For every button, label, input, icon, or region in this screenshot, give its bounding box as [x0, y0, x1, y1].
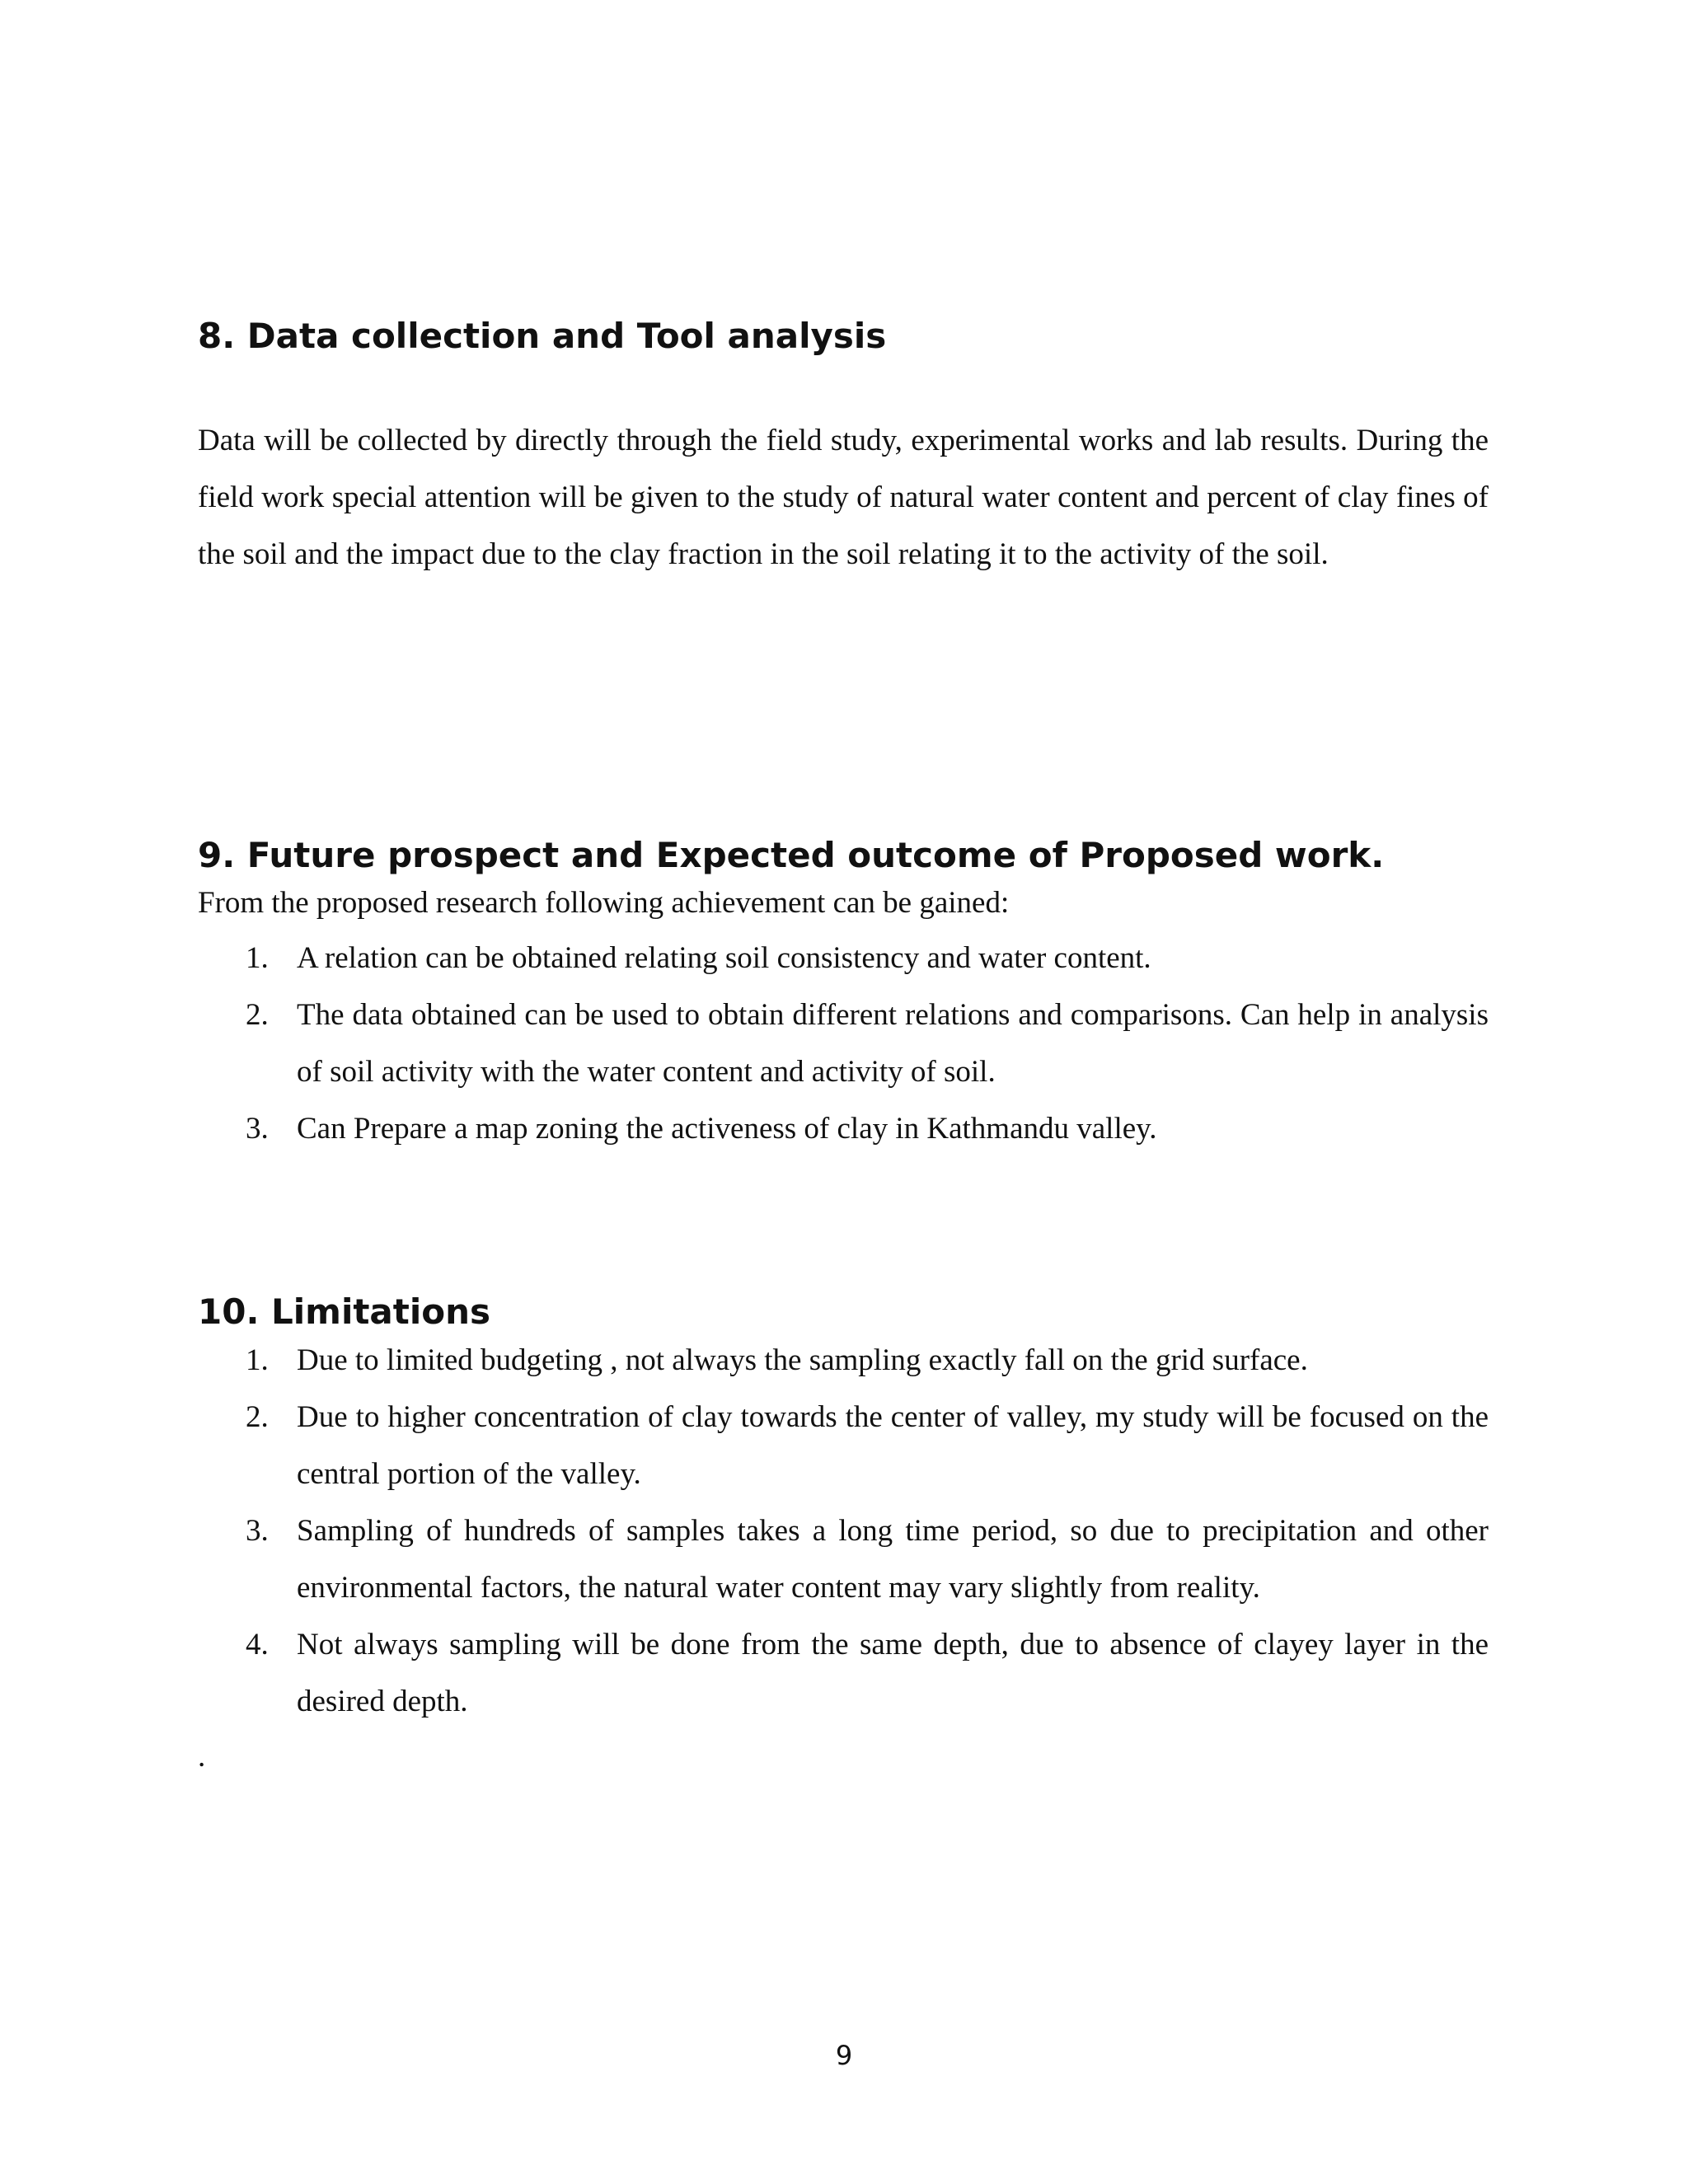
list-item — [198, 1100, 1489, 1157]
list-item-number: 3. — [246, 1514, 269, 1548]
list-item-number: 2. — [246, 998, 269, 1032]
list-item — [198, 1616, 1489, 1730]
list-item-text: Can Prepare a map zoning the activeness of clay in Kathmandu valley. — [297, 1112, 1157, 1146]
list-item — [198, 930, 1489, 987]
section-8-paragraph: Data will be collected by directly through the field study, experimental works and lab results. During the field work special attention will be given to the study of natural water content and percent of clay fines of the soil and the impact due to the clay fraction in the soil relating it to the activity of the soil. — [198, 424, 1489, 571]
list-item-number: 4. — [246, 1628, 269, 1661]
section-9-intro: From the proposed research following achievement can be gained: — [198, 886, 1010, 920]
list-item-number: 2. — [246, 1400, 269, 1434]
list-item — [198, 1502, 1489, 1616]
section-10-list — [198, 1332, 1489, 1730]
section-8-heading: 8. Data collection and Tool analysis — [198, 316, 887, 356]
list-item-text: Due to higher concentration of clay towards the center of valley, my study will be focused on the central portion of the valley. — [297, 1400, 1489, 1491]
list-item-text: Not always sampling will be done from the same depth, due to absence of clayey layer in the desired depth. — [297, 1628, 1489, 1718]
list-item — [198, 987, 1489, 1100]
list-item — [198, 1389, 1489, 1502]
trailing-period: . — [198, 1740, 206, 1774]
list-item-text: Due to limited budgeting , not always the sampling exactly fall on the grid surface. — [297, 1343, 1308, 1377]
list-item-text: A relation can be obtained relating soil consistency and water content. — [297, 941, 1151, 975]
section-9-heading: 9. Future prospect and Expected outcome of Proposed work. — [198, 835, 1385, 875]
list-item-number: 1. — [246, 1343, 269, 1377]
section-10-heading: 10. Limitations — [198, 1291, 490, 1332]
list-item-text: The data obtained can be used to obtain different relations and comparisons. Can help in analysis of soil activity with the water content and activity of soil. — [297, 998, 1489, 1089]
list-item-number: 1. — [246, 941, 269, 975]
list-item-number: 3. — [246, 1112, 269, 1146]
list-item-text: Sampling of hundreds of samples takes a long time period, so due to precipitation and other environmental factors, the natural water content may vary slightly from reality. — [297, 1514, 1489, 1605]
list-item — [198, 1332, 1489, 1389]
page-number: 9 — [835, 2040, 853, 2071]
section-9-list — [198, 930, 1489, 1157]
